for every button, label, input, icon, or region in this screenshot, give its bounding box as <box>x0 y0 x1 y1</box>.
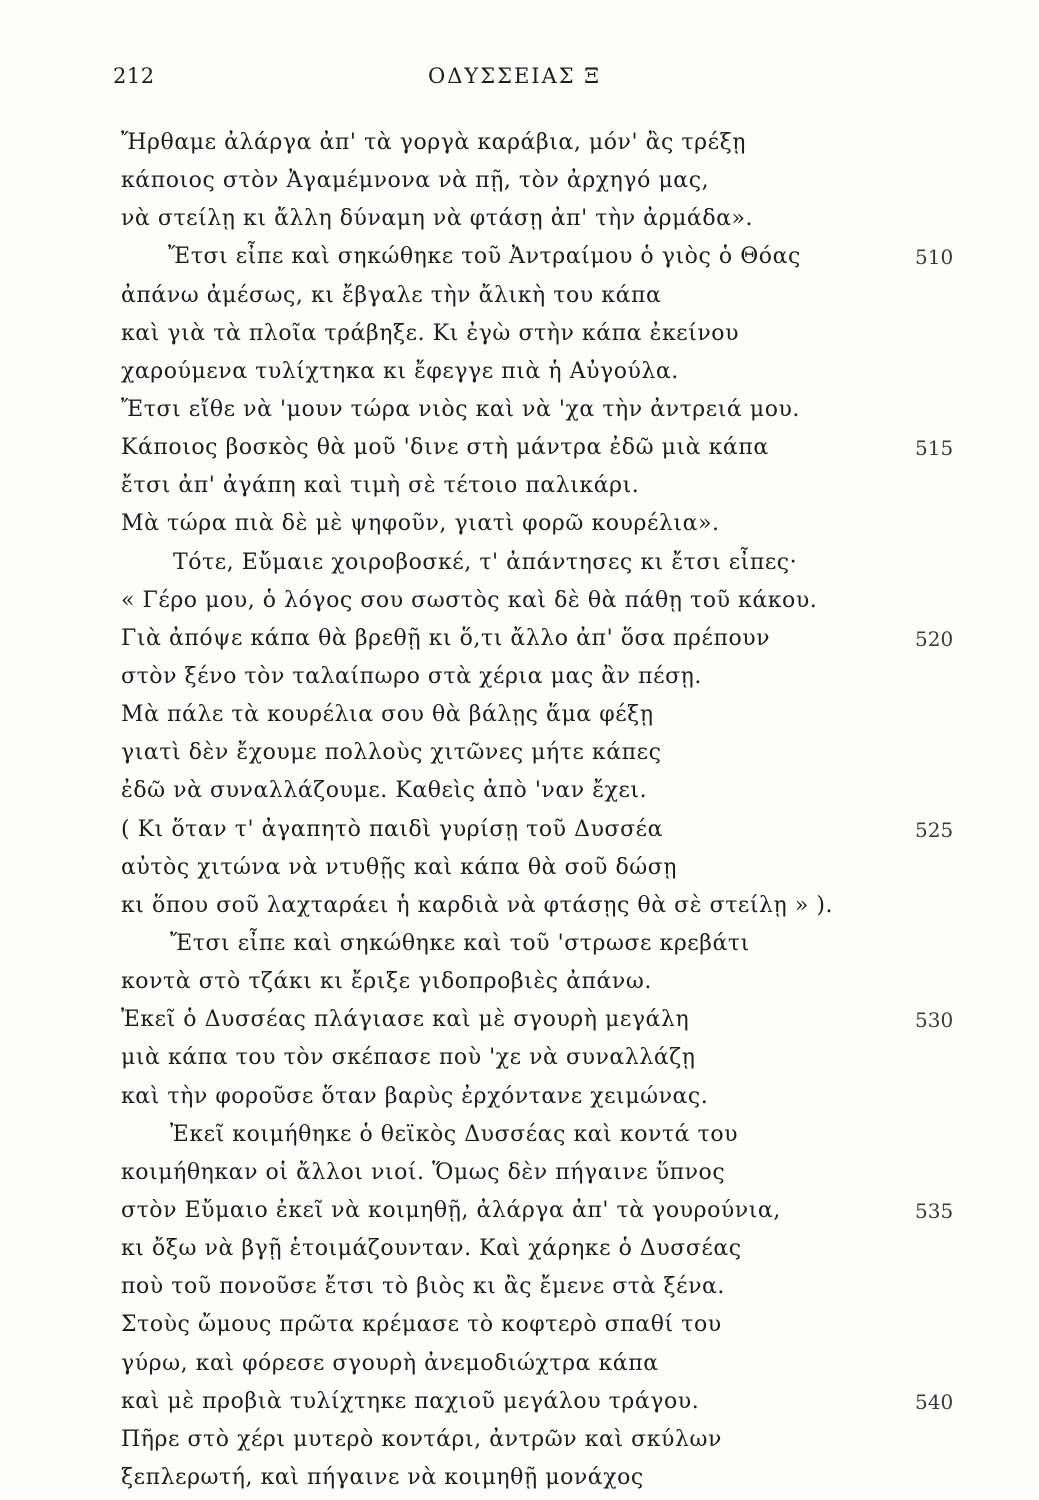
verse-line <box>0 658 1039 696</box>
verse-text: χαρούμενα τυλίχτηκα κι ἔφεγγε πιὰ ἡ Αὐγούλα. <box>121 358 679 384</box>
verse-text: κοιμήθηκαν οἱ ἄλλοι νιοί. Ὅμως δὲν πήγαινε ὕπνος <box>121 1159 726 1185</box>
verse-text: αὐτὸς χιτώνα νὰ ντυθῇς καὶ κάπα θὰ σοῦ δώσῃ <box>121 854 678 880</box>
verse-line <box>0 734 1039 772</box>
verse-text: γιατὶ δὲν ἔχουμε πολλοὺς χιτῶνες μήτε κάπες <box>121 740 662 766</box>
line-number: 525 <box>915 817 954 842</box>
verse-text: Μὰ τώρα πιὰ δὲ μὲ ψηφοῦν, γιατὶ φορῶ κουρέλια». <box>121 511 720 537</box>
verse-line <box>0 544 1039 582</box>
verse-line <box>0 811 1039 849</box>
line-number: 510 <box>915 245 954 270</box>
verse-text: Γιὰ ἀπόψε κάπα θὰ βρεθῇ κι ὅ,τι ἄλλο ἀπ' ὅσα πρέπουν <box>121 625 771 651</box>
verse-line <box>0 238 1039 276</box>
verse-line <box>0 1078 1039 1116</box>
verse-line <box>0 1421 1039 1459</box>
verse-line <box>0 353 1039 391</box>
verse-text: ( Κι ὅταν τ' ἀγαπητὸ παιδὶ γυρίσῃ τοῦ Δυσσέα <box>121 816 664 842</box>
verse-text: ἔτσι ἀπ' ἀγάπη καὶ τιμὴ σὲ τέτοιο παλικάρι. <box>121 473 640 499</box>
verse-text: στὸν Εὔμαιο ἐκεῖ νὰ κοιμηθῇ, ἀλάργα ἀπ' τὰ γουρούνια, <box>121 1197 781 1223</box>
verse-line <box>0 200 1039 238</box>
page-number: 212 <box>113 64 155 88</box>
verse-text: καὶ γιὰ τὰ πλοῖα τράβηξε. Κι ἐγὼ στὴν κάπα ἐκείνου <box>121 320 740 346</box>
verse-line <box>0 582 1039 620</box>
verse-line <box>0 772 1039 810</box>
verse-text: καὶ μὲ προβιὰ τυλίχτηκε παχιοῦ μεγάλου τράγου. <box>121 1388 700 1414</box>
verse-text: γύρω, καὶ φόρεσε σγουρὴ ἀνεμοδιώχτρα κάπα <box>121 1350 659 1376</box>
verse-text: ξεπλερωτή, καὶ πήγαινε νὰ κοιμηθῇ μονάχος <box>121 1464 644 1490</box>
verse-text: στὸν ξένο τὸν ταλαίπωρο στὰ χέρια μας ἂν πέσῃ. <box>121 663 702 689</box>
verse-line <box>0 1154 1039 1192</box>
verse-text: μιὰ κάπα του τὸν σκέπασε ποὺ 'χε νὰ συναλλάζῃ <box>121 1045 696 1071</box>
verse-line <box>0 1459 1039 1497</box>
verse-text: Στοὺς ὤμους πρῶτα κρέμασε τὸ κοφτερὸ σπαθί του <box>121 1312 722 1338</box>
verse-line <box>0 467 1039 505</box>
verse-text: κι ὄξω νὰ βγῇ ἑτοιμάζουνταν. Καὶ χάρηκε ὁ Δυσσέας <box>121 1236 742 1262</box>
verse-line <box>0 1268 1039 1306</box>
verse-text: Ἔτσι εἶπε καὶ σηκώθηκε καὶ τοῦ 'στρωσε κρεβάτι <box>170 930 750 956</box>
verse-text: Κάποιος βοσκὸς θὰ μοῦ 'δινε στὴ μάντρα ἐδῶ μιὰ κάπα <box>121 435 769 461</box>
verse-line <box>0 1039 1039 1077</box>
verse-line <box>0 696 1039 734</box>
verse-text: καὶ τὴν φοροῦσε ὅταν βαρὺς ἐρχόντανε χειμώνας. <box>121 1083 709 1109</box>
running-title: ΟΔΥΣΣΕΙΑΣ Ξ <box>428 64 602 88</box>
verse-line <box>0 1230 1039 1268</box>
verse-line <box>0 391 1039 429</box>
verse-text: Τότε, Εὔμαιε χοιροβοσκέ, τ' ἀπάντησες κι ἔτσι εἶπες· <box>173 549 798 575</box>
verse-text: ποὺ τοῦ πονοῦσε ἔτσι τὸ βιὸς κι ἂς ἔμενε στὰ ξένα. <box>121 1274 725 1300</box>
verse-text: Ἔτσι εἶπε καὶ σηκώθηκε τοῦ Ἀντραίμου ὁ γιὸς ὁ Θόας <box>168 244 801 270</box>
line-number: 515 <box>915 436 954 461</box>
verse-text: Ἤρθαμε ἀλάργα ἀπ' τὰ γοργὰ καράβια, μόν' ἂς τρέξῃ <box>121 130 746 155</box>
verse-text: κοντὰ στὸ τζάκι κι ἔριξε γιδοπροβιὲς ἀπάνω. <box>121 969 652 995</box>
line-number: 540 <box>915 1389 954 1414</box>
line-number: 530 <box>915 1008 954 1033</box>
verse-text: Μὰ πάλε τὰ κουρέλια σου θὰ βάλῃς ἅμα φέξῃ <box>121 702 654 728</box>
verse-line <box>0 887 1039 925</box>
line-number: 520 <box>915 626 954 651</box>
verse-line <box>0 620 1039 658</box>
verse-line <box>0 1001 1039 1039</box>
verse-line <box>0 162 1039 200</box>
verse-line <box>0 1345 1039 1383</box>
verse-line <box>0 849 1039 887</box>
verse-text: κι ὅπου σοῦ λαχταράει ἡ καρδιὰ νὰ φτάσῃς θὰ σὲ στείλῃ » ). <box>121 892 834 918</box>
verse-text: Ἔτσι εἴθε νὰ 'μουν τώρα νιὸς καὶ νὰ 'χα τὴν ἀντρειά μου. <box>121 396 800 422</box>
verse-line <box>0 429 1039 467</box>
verse-text: Ἐκεῖ κοιμήθηκε ὁ θεϊκὸς Δυσσέας καὶ κοντά του <box>170 1121 739 1147</box>
verse-line <box>0 315 1039 353</box>
verse-line <box>0 1116 1039 1154</box>
verse-line <box>0 963 1039 1001</box>
page-header <box>113 64 633 98</box>
verse-line <box>0 1306 1039 1344</box>
verse-text: κάποιος στὸν Ἀγαμέμνονα νὰ πῇ, τὸν ἀρχηγό μας, <box>121 168 710 194</box>
verse-line <box>0 505 1039 543</box>
verse-line <box>0 1383 1039 1421</box>
verse-text: ἐδῶ νὰ συναλλάζουμε. Καθεὶς ἀπὸ 'ναν ἔχει. <box>121 778 648 804</box>
verse-line <box>0 1192 1039 1230</box>
verse-line <box>0 124 1039 162</box>
verse-line <box>0 277 1039 315</box>
verse-text: νὰ στείλῃ κι ἄλλη δύναμη νὰ φτάσῃ ἀπ' τὴν ἀρμάδα». <box>121 206 754 232</box>
verse-text: ἀπάνω ἀμέσως, κι ἔβγαλε τὴν ἄλικὴ του κάπα <box>121 282 662 308</box>
verse-text: Πῆρε στὸ χέρι μυτερὸ κοντάρι, ἀντρῶν καὶ σκύλων <box>121 1426 722 1452</box>
poem-text <box>0 124 1039 1497</box>
verse-text: « Γέρο μου, ὁ λόγος σου σωστὸς καὶ δὲ θὰ πάθῃ τοῦ κάκου. <box>121 587 818 613</box>
line-number: 535 <box>915 1198 954 1223</box>
verse-text: Ἐκεῖ ὁ Δυσσέας πλάγιασε καὶ μὲ σγουρὴ μεγάλη <box>121 1007 690 1033</box>
verse-line <box>0 925 1039 963</box>
